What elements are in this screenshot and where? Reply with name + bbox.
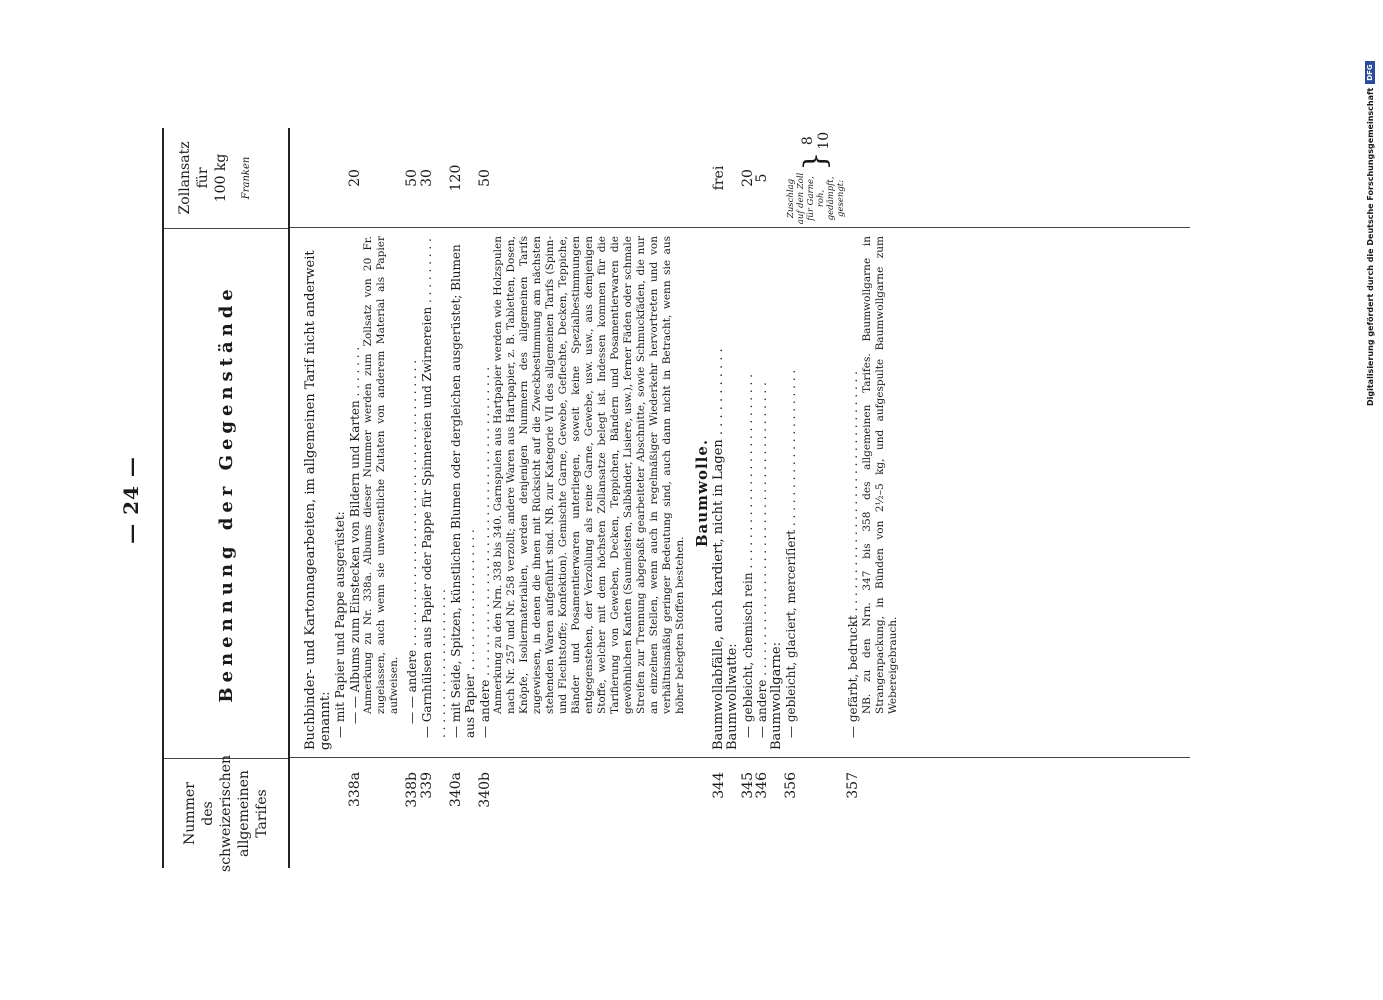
duty-rate <box>304 128 333 228</box>
item-description: Baumwollabfälle, auch kardiert, nicht in Lagen . . . . . . . . . . . <box>710 348 726 750</box>
header-rate-column <box>164 128 288 228</box>
tariff-rotated <box>162 128 1242 872</box>
duty-rate <box>784 128 846 228</box>
credit-text: Digitalisierung gefördert durch die Deutsche Forschungsgemeinschaft <box>1365 87 1375 406</box>
table-row <box>784 128 846 868</box>
item-description: Baumwolle. <box>693 438 711 548</box>
surcharge-value: 10 <box>816 131 832 150</box>
header-rate-line: Zollansatz <box>177 141 193 215</box>
table-row <box>712 128 727 868</box>
item-description: — andere . . . . . . . . . . . . . . . . . . . . . . . . . . . . . . . . . . . . . . . . . <box>477 366 492 738</box>
header-number-line: allgemeinen <box>236 770 252 857</box>
table-body <box>304 128 904 868</box>
tariff-number <box>333 758 348 868</box>
duty-rate: 30 <box>418 169 435 187</box>
surcharge-label-line: auf den Zoll <box>796 172 806 225</box>
tariff-table <box>162 128 1242 872</box>
table-row <box>691 128 712 868</box>
table-row <box>726 128 741 868</box>
item-description: Buchbinder- und Kartonnagearbeiten, im allgemeinen Tarif nicht anderweit genannt: <box>303 250 333 750</box>
tariff-number <box>770 758 785 868</box>
tariff-number: 338a <box>346 772 363 808</box>
table-row <box>348 128 363 868</box>
table-row <box>304 128 333 868</box>
tariff-number <box>726 758 741 868</box>
table-row <box>861 128 900 868</box>
header-title: Benennung der Gegenstände <box>164 228 288 758</box>
duty-rate <box>861 128 900 228</box>
table-row <box>741 128 756 868</box>
duty-rate <box>726 128 741 228</box>
surcharge-label-line: roh, <box>816 189 826 208</box>
header-number-line: Tarifes <box>254 789 270 838</box>
tariff-number <box>362 758 401 868</box>
tariff-number: 357 <box>845 772 861 799</box>
tariff-number: 346 <box>754 772 770 799</box>
table-row <box>362 128 401 868</box>
table-row <box>420 128 449 868</box>
duty-rate: 120 <box>447 164 464 192</box>
duty-rate <box>846 128 861 228</box>
table-row <box>449 128 478 868</box>
duty-rate: 20 <box>739 169 756 187</box>
item-description: Anmerkung zu Nr. 338a. Albums dieser Nummer werden zum Zollsatz von 20 Fr. zugelassen, auch wenn sie unwesentliche Zutaten von anderem Material als Papier aufweisen. <box>362 236 400 714</box>
header-rate-line: für <box>195 167 211 189</box>
tariff-number: 344 <box>710 772 727 799</box>
item-description: Baumwollgarne: <box>768 641 784 750</box>
item-description: — — andere . . . . . . . . . . . . . . . . . . . . . . . . . . . . . . . . . . . . . . <box>405 359 419 724</box>
item-description: — Garnhülsen aus Papier oder Pappe für Spinnereien und Zwirnereien . . . . . . . . . . . . . . . . . . . . . . . . . . . . . <box>419 238 448 738</box>
dfg-logo: DFG <box>1365 61 1375 83</box>
credit-rotated <box>1363 6 1377 406</box>
item-description: — andere . . . . . . . . . . . . . . . . . . . . . . . . . . . . . . . . . . . . . . . <box>755 382 769 738</box>
surcharge-label-line: gesengt: <box>836 179 846 217</box>
brace-icon: } <box>798 151 833 171</box>
duty-rate <box>333 128 348 228</box>
duty-rate <box>492 128 687 228</box>
surcharge-label-line: für Garne, <box>806 176 816 221</box>
tariff-number: 356 <box>783 772 799 799</box>
item-description: NB. zu den Nrn. 347 bis 358 des allgemeinen Tarifes. Baumwollgarne in Strangenpackung, in Bünden von 2½–5 kg, und aufgespulte Baumwollgarne zum Webereigebrauch. <box>860 236 899 714</box>
duty-rate: frei <box>710 165 727 191</box>
tariff-number <box>492 758 687 868</box>
tariff-number: 338b <box>404 772 420 808</box>
header-rate-unit: Franken <box>241 156 252 200</box>
surcharge-values <box>800 132 832 150</box>
duty-rate: 5 <box>754 173 770 183</box>
duty-rate: 50 <box>404 169 420 187</box>
duty-rate <box>770 128 785 228</box>
tariff-number <box>304 758 333 868</box>
duty-rate: 20 <box>346 169 363 187</box>
item-description: — — Albums zum Einstecken von Bildern und Karten . . . . . . . <box>347 346 362 724</box>
item-description: — mit Seide, Spitzen, künstlichen Blumen oder dergleichen ausgerüstet; Blumen aus Papier . . . . . . . . . . . . . . . . . . . <box>448 244 477 738</box>
table-row <box>492 128 687 868</box>
table-header <box>162 128 290 872</box>
surcharge-label-line: Zuschlag <box>786 178 796 219</box>
item-description: Baumwollwatte: <box>725 643 740 750</box>
header-number-line: schweizerischen <box>218 755 234 872</box>
header-number-line: des <box>200 801 216 826</box>
item-description: — gebleicht, glaciert, merceriſiert . . . . . . . . . . . . . . . . . . . . . <box>784 369 798 738</box>
header-rate-line: 100 kg <box>213 153 229 203</box>
duty-rate <box>362 128 401 228</box>
item-description: — gefärbt, bedruckt . . . . . . . . . . . . . . . . . . . . . . . . . . . . . . . . <box>846 371 860 738</box>
table-row <box>755 128 770 868</box>
item-description: Anmerkung zu den Nrn. 338 bis 340. Garnspulen aus Hartpapier werden wie Holzspulen nach Nr. 257 und Nr. 258 verzollt; andere Waren aus Hartpapier, z. B. Tabletten, Dosen, Knöpfe, Isoliermaterialien, werden denjenigen Nummern des allgemeinen Tarifs zugewiesen, in denen die ihnen mit Rücksicht auf die Zweckbestimmung am nächsten stehenden Waren aufgeführt sind. NB. zur Kategorie VII des allgemeinen Tarifs (Spinn- und Flechtstoffe; Konfektion). Gemischte Garne, Gewebe, Geflechte, Decken, Teppiche, Bänder und Posamentierwaren unterliegen, soweit keine Spezialbestimmungen entgegenstehen, der Verzollung als reine Garne, Gewebe, usw. usw., aus demjenigen Stoffe, welcher mit dem höchsten Zollansatze belegt ist. Indessen kommen für die Tarifierung von Geweben, Decken, Teppichen, Bändern und Posamentierwaren die gewöhnlichen Kanten (Saumleisten, Salbänder, Lisiere, usw.), ferner Fäden oder schmale Streifen zur Trennung abgepaßt gearbeiteter Abschnitte, sowie Schmuckfäden, die nur an einzelnen Stellen, wenn auch in regelmäßiger Wiederkehr hervortreten und von verhältnismäßig geringer Bedeutung sind, auch dann nicht in Betracht, wenn sie aus höher belegten Stoffen bestehen. <box>492 236 686 714</box>
surcharge-label-line: gedämpft, <box>826 176 836 221</box>
table-row <box>478 128 493 868</box>
item-description: — mit Papier und Pappe ausgerüstet: <box>333 511 347 738</box>
duty-rate: 50 <box>476 169 493 187</box>
table-row <box>846 128 861 868</box>
surcharge-label <box>786 173 846 225</box>
page-number: — 24 — <box>119 456 144 544</box>
surcharge-value: 8 <box>800 136 816 146</box>
duty-rate <box>691 128 712 228</box>
surcharge-note <box>784 128 846 228</box>
tariff-number: 339 <box>418 772 435 799</box>
tariff-number <box>861 758 900 868</box>
tariff-number: 340a <box>447 772 464 808</box>
tariff-number: 345 <box>739 772 756 799</box>
header-number-line: Nummer <box>182 782 198 845</box>
table-row <box>333 128 348 868</box>
item-description: — gebleicht, chemisch rein . . . . . . . . . . . . . . . . . . . . . . . . . . <box>740 374 755 738</box>
tariff-number: 340b <box>476 772 493 808</box>
header-number-column <box>164 755 288 872</box>
table-row <box>405 128 420 868</box>
tariff-number <box>691 758 712 868</box>
table-row <box>770 128 785 868</box>
digitization-credit <box>1363 6 1377 406</box>
